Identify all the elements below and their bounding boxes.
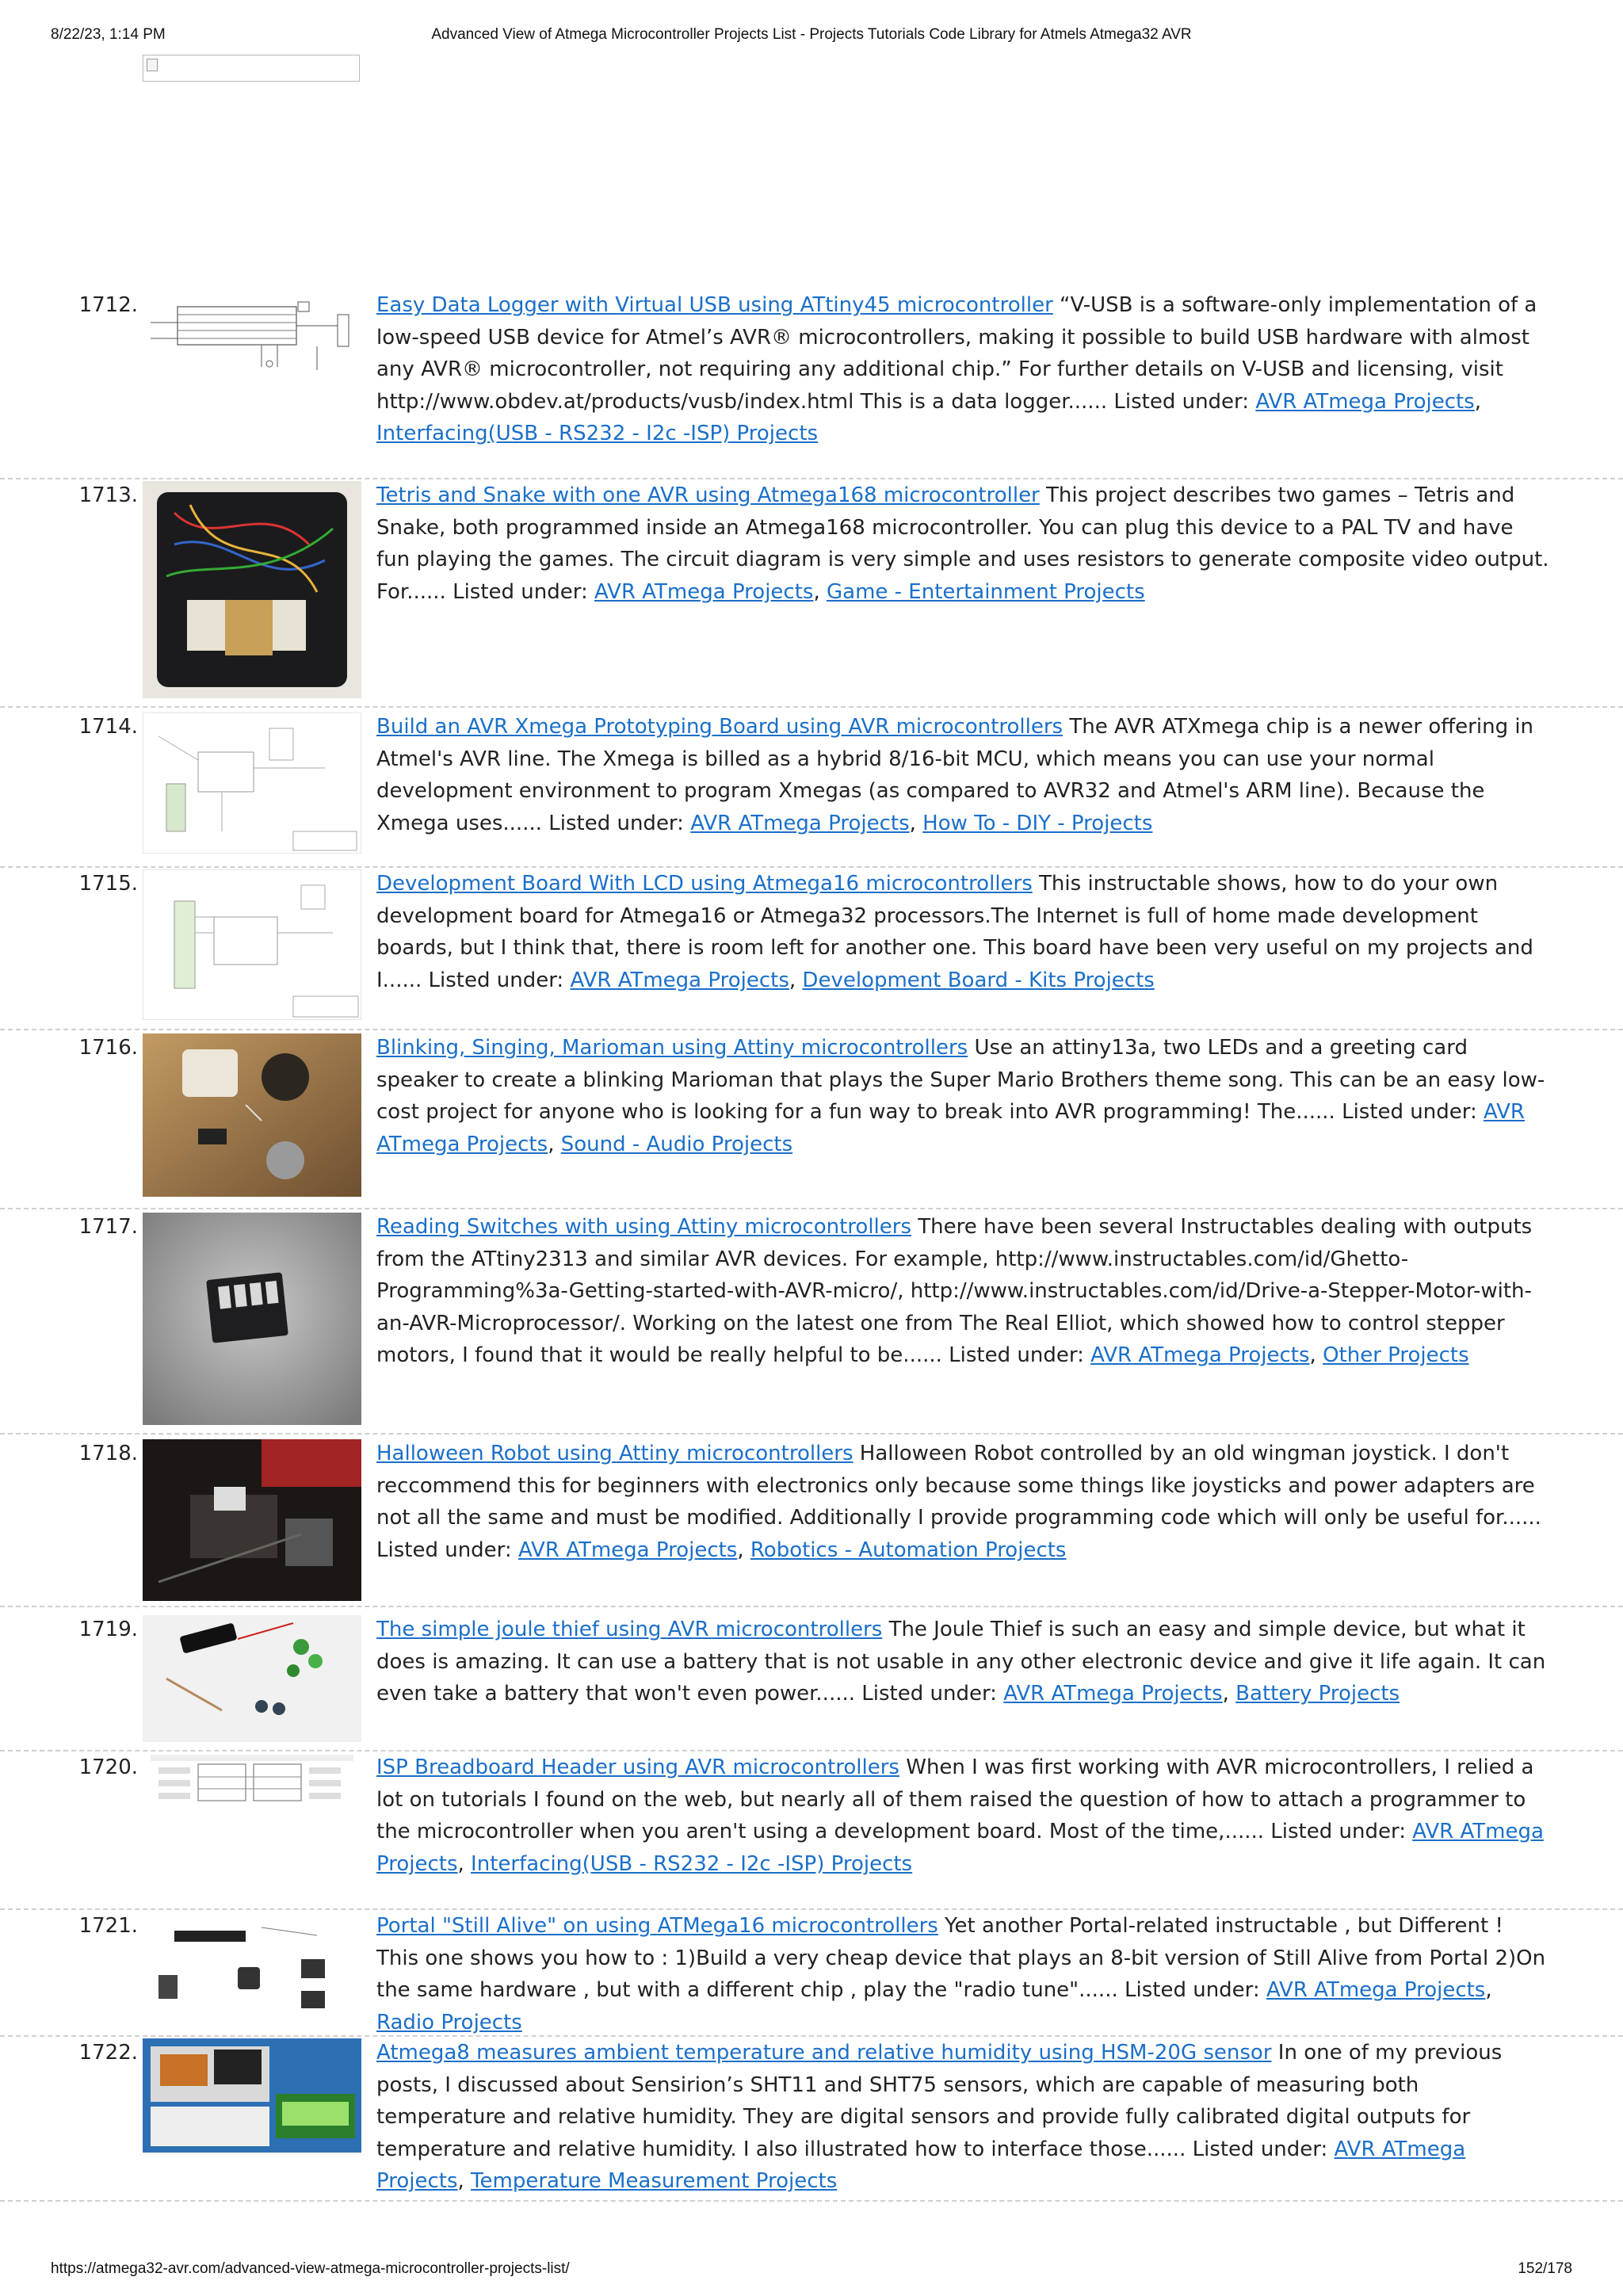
entry-text: Build an AVR Xmega Prototyping Board using AVR microcontrollers The AVR ATXmega chip is a newer offering in Atmel's AVR line. The Xmega is billed as a hybrid 8/16-bit MCU, which means you can use your normal development environment to program Xmegas (as compared to AVR32 and Atmel's ARM line). Because the Xmega uses...... Listed under: AVR ATmega Projects, How To - DIY - Projects [376, 715, 1534, 835]
category-link[interactable]: Battery Projects [1235, 1682, 1400, 1706]
project-link[interactable]: Blinking, Singing, Marioman using Attiny microcontrollers [376, 1036, 968, 1060]
list-item [0, 289, 1623, 479]
breadboard-lcd-photo[interactable] [143, 2038, 361, 2153]
category-link[interactable]: Interfacing(USB - RS232 - I2c -ISP) Projects [376, 422, 819, 445]
list-item [0, 1032, 1623, 1209]
project-link[interactable]: ISP Breadboard Header using AVR microcontrollers [376, 1755, 899, 1779]
schematic-thumbnail[interactable] [143, 869, 361, 1020]
entry-description: There have been several Instructables dealing with outputs from the ATtiny2313 and similar AVR devices. For example, http://www.instructables.com/id/Ghetto-Programming%3a-Getting-started-with-AVR-micro/, http://www.instructables.com/id/Drive-a-Stepper-Motor-with-an-AVR-Microprocessor/. Working on the latest one from The Real Elliot, which showed how to control stepper motors, I found that it would be really helpful to be...... [376, 1215, 1533, 1367]
category-link[interactable]: Sound - Audio Projects [560, 1132, 793, 1156]
print-url: https://atmega32-avr.com/advanced-view-atmega-microcontroller-projects-list/ [51, 2260, 570, 2277]
entry-description: Yet another Portal-related instructable , but Different ! This one shows you how to : 1)Build a very cheap device that plays an 8-bit version of Still Alive from Portal 2)On the same hardware , but with a different chip , play the "radio tune"...... [376, 1914, 1546, 2002]
entry-text: The simple joule thief using AVR microcontrollers The Joule Thief is such an easy and simple device, but what it does is amazing. It can use a battery that is not usable in any other electronic device and give it life again. It can even take a battery that won't even power...... Listed under: AVR ATmega Projects, Battery Projects [376, 1618, 1546, 1706]
project-link[interactable]: The simple joule thief using AVR microcontrollers [376, 1618, 883, 1641]
joule-thief-photo[interactable] [143, 1615, 361, 1742]
entry-text: Reading Switches with using Attiny microcontrollers There have been several Instructables dealing with outputs from the ATtiny2313 and similar AVR devices. For example, http://www.instructables.com/id/Ghetto-Programming%3a-Getting-started-with-AVR-micro/, http://www.instructables.com/id/Drive-a-Stepper-Motor-with-an-AVR-Microprocessor/. Working on the latest one from The Real Elliot, which showed how to control stepper motors, I found that it would be really helpful to be...... Listed under: AVR ATmega Projects, Other Projects [376, 1215, 1533, 1367]
category-link[interactable]: AVR ATmega Projects [1266, 1978, 1486, 2002]
list-item [0, 1211, 1623, 1435]
category-link[interactable]: AVR ATmega Projects [690, 811, 910, 835]
print-header [0, 26, 1623, 47]
entry-text: Portal "Still Alive" on using ATMega16 microcontrollers Yet another Portal-related instructable , but Different ! This one shows you how to : 1)Build a very cheap device that plays an 8-bit version of Still Alive from Portal 2)On the same hardware , but with a different chip , play the "radio tune"...... Listed under: AVR ATmega Projects, Radio Projects [376, 1914, 1546, 2034]
category-link[interactable]: AVR ATmega Projects [517, 1538, 738, 1562]
project-link[interactable]: Tetris and Snake with one AVR using Atmega168 microcontroller [376, 483, 1040, 507]
entry-number: 1716. [78, 1036, 138, 1060]
entry-number: 1720. [78, 1755, 138, 1779]
list-item [0, 1438, 1623, 1607]
print-footer [0, 2260, 1623, 2281]
components-photo[interactable] [143, 1033, 361, 1197]
entry-description: When I was first working with AVR microcontrollers, I relied a lot on tutorials I found on the web, but nearly all of them raised the question of how to attach a programmer to the microcontroller when you aren't using a development board. Most of the time,...... [376, 1755, 1534, 1843]
category-link[interactable]: AVR ATmega Projects [376, 1820, 1544, 1876]
project-link[interactable]: Halloween Robot using Attiny microcontrollers [376, 1442, 854, 1465]
listed-under-label: Listed under: [1342, 1100, 1477, 1124]
list-item [0, 1910, 1623, 2037]
entry-text: Halloween Robot using Attiny microcontrollers Halloween Robot controlled by an old wingman joystick. I don't reccommend this for beginners with electronics only because some things like joysticks and power adapters are not all the same and must be modified. Additionally I provide programming code which will only be useful for...... Listed under: AVR ATmega Projects, Robotics - Automation Projects [376, 1442, 1541, 1562]
entry-number: 1718. [78, 1442, 138, 1465]
entry-description: The Joule Thief is such an easy and simple device, but what it does is amazing. It can use a battery that is not usable in any other electronic device and give it life again. It can even take a battery that won't even power...... [376, 1618, 1546, 1706]
entry-description: The AVR ATXmega chip is a newer offering in Atmel's AVR line. The Xmega is billed as a hybrid 8/16-bit MCU, which means you can use your normal development environment to program Xmegas (as compared to AVR32 and Atmel's ARM line). Because the Xmega uses...... [376, 715, 1534, 835]
entry-description: This project describes two games – Tetris and Snake, both programmed inside an Atmega168 microcontroller. You can plug this device to a PAL TV and have fun playing the games. The circuit diagram is very simple and uses resistors to generate composite video output. For...... [376, 483, 1549, 604]
isp-diagram[interactable] [143, 1753, 361, 1805]
entry-description: This instructable shows, how to do your own development board for Atmega16 or Atmega32 processors.The Internet is full of home made development boards, but I think that, there is room left for another one. This board have been very useful on my projects and I...... [376, 872, 1533, 992]
list-item [0, 868, 1623, 1030]
schematic-thumbnail[interactable] [143, 291, 361, 376]
project-link[interactable]: Build an AVR Xmega Prototyping Board using AVR microcontrollers [376, 715, 1064, 739]
project-link[interactable]: Atmega8 measures ambient temperature and relative humidity using HSM-20G sensor [376, 2041, 1272, 2065]
project-link[interactable]: Portal "Still Alive" on using ATMega16 microcontrollers [376, 1914, 938, 1938]
entry-description: Halloween Robot controlled by an old wingman joystick. I don't reccommend this for beginners with electronics only because some things like joysticks and power adapters are not all the same and must be modified. Additionally I provide programming code which will only be useful for...... [376, 1442, 1541, 1530]
category-link[interactable]: Other Projects [1323, 1343, 1469, 1367]
entry-description: Use an attiny13a, two LEDs and a greeting card speaker to create a blinking Marioman that plays the Super Mario Brothers theme song. This can be an easy low-cost project for anyone who is looking for a fun way to break into AVR programming! The...... [376, 1036, 1545, 1124]
listed-under-label: Listed under: [1192, 2137, 1328, 2161]
listed-under-label: Listed under: [376, 1538, 512, 1562]
broken-image-placeholder [143, 55, 360, 82]
project-box-photo[interactable] [143, 481, 361, 698]
schematic-thumbnail[interactable] [143, 712, 361, 854]
category-link[interactable]: Radio Projects [376, 2010, 522, 2034]
print-page-number: 152/178 [1518, 2260, 1572, 2277]
entry-text: Blinking, Singing, Marioman using Attiny microcontrollers Use an attiny13a, two LEDs and a greeting card speaker to create a blinking Marioman that plays the Super Mario Brothers theme song. This can be an easy low-cost project for anyone who is looking for a fun way to break into AVR programming! The...... Listed under: AVR ATmega Projects, Sound - Audio Projects [376, 1036, 1545, 1156]
entry-number: 1715. [78, 872, 138, 896]
listed-under-label: Listed under: [1113, 389, 1250, 414]
entry-number: 1722. [78, 2041, 138, 2065]
list-item [0, 1614, 1623, 1752]
category-link[interactable]: AVR ATmega Projects [376, 1100, 1525, 1156]
category-link[interactable]: Interfacing(USB - RS232 - I2c -ISP) Projects [471, 1851, 913, 1876]
entry-text: Atmega8 measures ambient temperature and relative humidity using HSM-20G sensor In one of my previous posts, I discussed about Sensirion’s SHT11 and SHT75 sensors, which are capable of measuring both temperature and relative humidity. They are digital sensors and provide fully calibrated digital outputs for temperature and relative humidity. I also illustrated how to interface those...... Listed under: AVR ATmega Projects, Temperature Measurement Projects [376, 2041, 1503, 2193]
category-link[interactable]: Temperature Measurement Projects [471, 2169, 838, 2193]
list-item [0, 711, 1623, 868]
entry-text: Development Board With LCD using Atmega16 microcontrollers This instructable shows, how to do your own development board for Atmega16 or Atmega32 processors.The Internet is full of home made development boards, but I think that, there is room left for another one. This board have been very useful on my projects and I...... Listed under: AVR ATmega Projects, Development Board - Kits Projects [376, 872, 1533, 992]
listed-under-label: Listed under: [453, 579, 588, 604]
robot-photo[interactable] [143, 1439, 361, 1601]
category-link[interactable]: Development Board - Kits Projects [802, 968, 1155, 992]
entry-text: Tetris and Snake with one AVR using Atmega168 microcontroller This project describes two games – Tetris and Snake, both programmed inside an Atmega168 microcontroller. You can plug this device to a PAL TV and have fun playing the games. The circuit diagram is very simple and uses resistors to generate composite video output. For...... Listed under: AVR ATmega Projects, Game - Entertainment Projects [376, 483, 1549, 604]
entry-number: 1714. [78, 715, 138, 739]
category-link[interactable]: Robotics - Automation Projects [750, 1538, 1067, 1562]
parts-diagram[interactable] [143, 1912, 361, 2023]
category-link[interactable]: AVR ATmega Projects [570, 968, 789, 992]
entry-number: 1712. [78, 293, 138, 317]
category-link[interactable]: How To - DIY - Projects [922, 811, 1153, 835]
entry-text: Easy Data Logger with Virtual USB using ATtiny45 microcontroller “V-USB is a software-only implementation of a low-speed USB device for Atmel’s AVR® microcontrollers, making it possible to build USB hardware with almost any AVR® microcontroller, not requiring any additional chip.” For further details on V-USB and licensing, visit http://www.obdev.at/products/vusb/index.html This is a data logger...... Listed under: AVR ATmega Projects, Interfacing(USB - RS232 - I2c -ISP) Projects [376, 293, 1537, 445]
listed-under-label: Listed under: [428, 968, 564, 992]
category-link[interactable]: AVR ATmega Projects [376, 2137, 1466, 2193]
category-link[interactable]: AVR ATmega Projects [594, 579, 814, 604]
project-link[interactable]: Development Board With LCD using Atmega16 microcontrollers [376, 872, 1033, 896]
entry-number: 1719. [78, 1618, 138, 1641]
entry-description: “V-USB is a software-only implementation of a low-speed USB device for Atmel’s AVR® microcontrollers, making it possible to build USB hardware with almost any AVR® microcontroller, not requiring any additional chip.” For further details on V-USB and licensing, visit http://www.obdev.at/products/vusb/index.html This is a data logger...... [376, 293, 1537, 414]
project-link[interactable]: Easy Data Logger with Virtual USB using ATtiny45 microcontroller [376, 293, 1053, 317]
print-datetime: 8/22/23, 1:14 PM [51, 26, 166, 43]
listed-under-label: Listed under: [949, 1343, 1084, 1367]
entry-number: 1721. [78, 1914, 138, 1938]
listed-under-label: Listed under: [548, 811, 684, 835]
category-link[interactable]: AVR ATmega Projects [1255, 389, 1475, 414]
listed-under-label: Listed under: [1270, 1820, 1406, 1843]
list-item [0, 2037, 1623, 2202]
category-link[interactable]: AVR ATmega Projects [1003, 1682, 1223, 1706]
project-link[interactable]: Reading Switches with using Attiny microcontrollers [376, 1215, 912, 1239]
entry-number: 1713. [78, 483, 138, 507]
entry-text: ISP Breadboard Header using AVR microcontrollers When I was first working with AVR microcontrollers, I relied a lot on tutorials I found on the web, but nearly all of them raised the question of how to attach a programmer to the microcontroller when you aren't using a development board. Most of the time,...... Listed under: AVR ATmega Projects, Interfacing(USB - RS232 - I2c -ISP) Projects [376, 1755, 1544, 1876]
dip-switch-photo[interactable] [143, 1213, 361, 1425]
entry-number: 1717. [78, 1215, 138, 1239]
broken-image-icon [147, 59, 158, 71]
listed-under-label: Listed under: [1125, 1978, 1260, 2002]
list-item [0, 1752, 1623, 1910]
list-item [0, 479, 1623, 708]
category-link[interactable]: Game - Entertainment Projects [826, 579, 1145, 604]
category-link[interactable]: AVR ATmega Projects [1090, 1343, 1310, 1367]
listed-under-label: Listed under: [861, 1682, 997, 1706]
print-page-title: Advanced View of Atmega Microcontroller Projects List - Projects Tutorials Code Library for Atmels Atmega32 AVR [431, 26, 1192, 43]
entry-description: In one of my previous posts, I discussed about Sensirion’s SHT11 and SHT75 sensors, which are capable of measuring both temperature and relative humidity. They are digital sensors and provide fully calibrated digital outputs for temperature and relative humidity. I also illustrated how to interface those...... [376, 2041, 1503, 2161]
